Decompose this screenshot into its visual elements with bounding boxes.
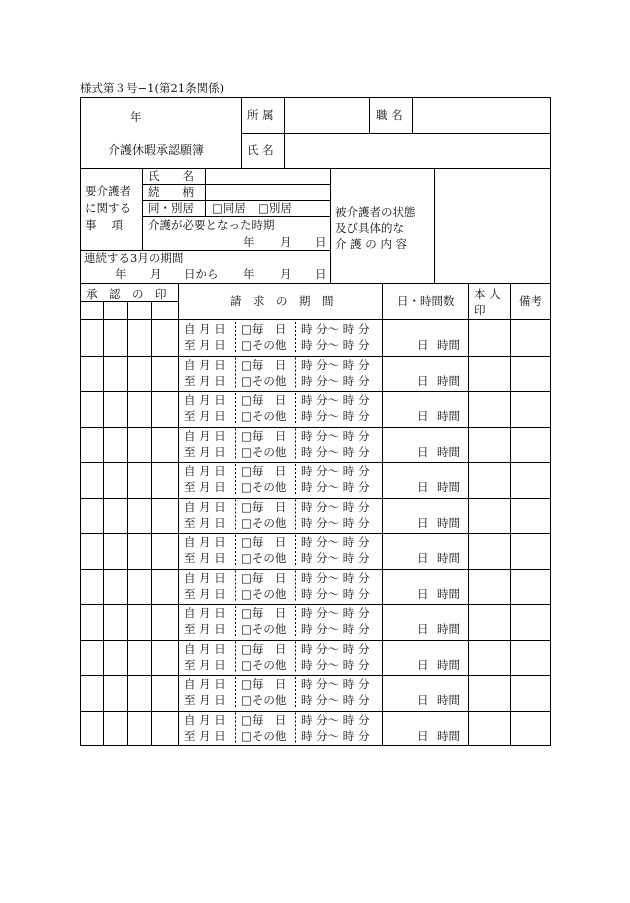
row-daily-checkbox[interactable]: □毎 日 (241, 357, 287, 372)
row-time-range-2: 時 分～ 時 分 (301, 622, 370, 636)
recipient-name-label: 氏 名 (148, 169, 194, 183)
remarks-cell[interactable] (511, 462, 551, 498)
row-from-label: 自 月 日 (184, 357, 226, 372)
row-to-label: 至 月 日 (184, 338, 226, 352)
approval-seal-cell-3[interactable] (128, 462, 151, 498)
table-row (80, 533, 551, 569)
row-other-checkbox[interactable]: □その他 (241, 480, 287, 494)
remarks-cell[interactable] (511, 391, 551, 427)
row-to-label: 至 月 日 (184, 373, 226, 388)
approval-seal-cell-3[interactable] (128, 640, 151, 676)
row-time-range-2: 時 分～ 時 分 (301, 480, 370, 494)
row-daily-checkbox[interactable]: □毎 日 (241, 606, 287, 620)
approval-seal-cell-4[interactable] (152, 356, 178, 392)
employee-name-field[interactable] (286, 135, 549, 167)
row-days-unit: 日 (417, 586, 429, 601)
approval-seal-cell-1[interactable] (80, 356, 103, 392)
row-time-range-2: 時 分～ 時 分 (301, 373, 370, 388)
row-days-unit: 日 (417, 728, 429, 743)
row-other-checkbox[interactable]: □その他 (241, 693, 287, 707)
remarks-cell[interactable] (511, 604, 551, 640)
self-seal-cell[interactable] (469, 711, 510, 747)
care-needed-year-unit: 年 (243, 235, 255, 249)
approval-seal-cell-2[interactable] (104, 427, 127, 463)
approval-seal-cell-4[interactable] (152, 462, 178, 498)
days-hours-header: 日・時間数 (397, 294, 455, 308)
approval-seal-cell-2[interactable] (104, 391, 127, 427)
row-daily-checkbox[interactable]: □毎 日 (241, 393, 287, 407)
row-hours-unit: 時間 (437, 480, 460, 494)
approval-seal-cell-1[interactable] (80, 498, 103, 534)
row-from-label: 自 月 日 (184, 570, 226, 585)
approval-seal-cell-4[interactable] (152, 498, 178, 534)
row-hours-unit: 時間 (437, 338, 460, 352)
residence-label: 同・別居 (148, 201, 194, 215)
row-other-checkbox[interactable]: □その他 (241, 586, 287, 601)
condition-label-3: 介 護 の 内 容 (335, 237, 408, 251)
row-hours-unit: 時間 (437, 657, 460, 672)
row-from-label: 自 月 日 (184, 393, 226, 407)
row-to-label: 至 月 日 (184, 657, 226, 672)
approval-seal-cell-2[interactable] (104, 569, 127, 605)
care-needed-label: 介護が必要となった時期 (148, 218, 275, 232)
remarks-cell[interactable] (511, 711, 551, 747)
approval-seal-cell-4[interactable] (152, 391, 178, 427)
approval-seal-cell-3[interactable] (128, 427, 151, 463)
row-time-range-1: 時 分～ 時 分 (301, 357, 370, 372)
row-time-range-2: 時 分～ 時 分 (301, 657, 370, 672)
row-to-label: 至 月 日 (184, 551, 226, 565)
row-to-label: 至 月 日 (184, 586, 226, 601)
row-to-label: 至 月 日 (184, 622, 226, 636)
remarks-cell[interactable] (511, 320, 551, 356)
approval-seal-cell-1[interactable] (80, 391, 103, 427)
period-end-year-unit: 年 (243, 267, 255, 281)
row-hours-unit: 時間 (437, 693, 460, 707)
row-time-range-1: 時 分～ 時 分 (301, 535, 370, 549)
row-other-checkbox[interactable]: □その他 (241, 515, 287, 530)
row-days-unit: 日 (417, 444, 429, 459)
table-row (80, 391, 551, 427)
row-from-label: 自 月 日 (184, 464, 226, 478)
row-time-range-1: 時 分～ 時 分 (301, 464, 370, 478)
self-seal-cell[interactable] (469, 498, 510, 534)
row-time-range-2: 時 分～ 時 分 (301, 586, 370, 601)
approval-seal-cell-1[interactable] (80, 320, 103, 356)
row-time-range-2: 時 分～ 時 分 (301, 728, 370, 743)
condition-details-field[interactable] (436, 169, 549, 282)
approval-seal-cell-1[interactable] (80, 427, 103, 463)
approval-seal-cell-3[interactable] (128, 711, 151, 747)
approval-seal-cell-3[interactable] (128, 498, 151, 534)
table-row (80, 498, 551, 534)
row-days-unit: 日 (417, 480, 429, 494)
residence-together-checkbox[interactable]: □同居 (212, 201, 246, 215)
row-hours-unit: 時間 (437, 586, 460, 601)
relation-label: 続 柄 (148, 185, 194, 199)
period-start-month-unit: 月 (150, 267, 162, 281)
row-other-checkbox[interactable]: □その他 (241, 728, 287, 743)
row-days-unit: 日 (417, 373, 429, 388)
table-row (80, 356, 551, 392)
row-other-checkbox[interactable]: □その他 (241, 551, 287, 565)
remarks-cell[interactable] (511, 427, 551, 463)
row-from-label: 自 月 日 (184, 641, 226, 656)
period-end-day-unit: 日 (315, 267, 327, 281)
approval-seal-cell-1[interactable] (80, 675, 103, 711)
row-daily-checkbox[interactable]: □毎 日 (241, 641, 287, 656)
row-time-range-2: 時 分～ 時 分 (301, 409, 370, 423)
approval-seal-cell-2[interactable] (104, 675, 127, 711)
self-seal-cell[interactable] (469, 427, 510, 463)
self-seal-cell[interactable] (469, 569, 510, 605)
row-days-unit: 日 (417, 657, 429, 672)
approval-seal-cell-3[interactable] (128, 320, 151, 356)
row-time-range-1: 時 分～ 時 分 (301, 428, 370, 443)
self-seal-header-2: 印 (474, 303, 486, 317)
table-row (80, 320, 551, 356)
position-field[interactable] (414, 99, 549, 132)
approval-seal-cell-4[interactable] (152, 427, 178, 463)
approval-seal-cell-2[interactable] (104, 320, 127, 356)
row-daily-checkbox[interactable]: □毎 日 (241, 499, 287, 514)
row-days-unit: 日 (417, 693, 429, 707)
self-seal-cell[interactable] (469, 391, 510, 427)
row-time-range-2: 時 分～ 時 分 (301, 551, 370, 565)
remarks-cell[interactable] (511, 675, 551, 711)
condition-label-2: 及び具体的な (335, 221, 404, 235)
approval-seal-cell-2[interactable] (104, 533, 127, 569)
row-days-unit: 日 (417, 409, 429, 423)
care-needed-day-unit: 日 (315, 235, 327, 249)
self-seal-cell[interactable] (469, 640, 510, 676)
period-end-month-unit: 月 (280, 267, 292, 281)
row-other-checkbox[interactable]: □その他 (241, 622, 287, 636)
approval-seal-cell-1[interactable] (80, 462, 103, 498)
approval-seal-cell-2[interactable] (104, 356, 127, 392)
table-row (80, 711, 551, 747)
approval-seal-cell-4[interactable] (152, 604, 178, 640)
row-from-label: 自 月 日 (184, 499, 226, 514)
row-days-unit: 日 (417, 551, 429, 565)
remarks-cell[interactable] (511, 569, 551, 605)
approval-seal-cell-1[interactable] (80, 640, 103, 676)
row-time-range-1: 時 分～ 時 分 (301, 677, 370, 691)
row-time-range-1: 時 分～ 時 分 (301, 393, 370, 407)
request-period-header: 請 求 の 期 間 (230, 294, 334, 308)
approval-seal-cell-2[interactable] (104, 498, 127, 534)
row-hours-unit: 時間 (437, 728, 460, 743)
approval-seal-cell-3[interactable] (128, 533, 151, 569)
row-from-label: 自 月 日 (184, 712, 226, 727)
table-row (80, 640, 551, 676)
approval-seal-cell-3[interactable] (128, 569, 151, 605)
self-seal-cell[interactable] (469, 604, 510, 640)
row-daily-checkbox[interactable]: □毎 日 (241, 428, 287, 443)
row-other-checkbox[interactable]: □その他 (241, 373, 287, 388)
row-other-checkbox[interactable]: □その他 (241, 657, 287, 672)
approval-seal-cell-3[interactable] (128, 604, 151, 640)
row-from-label: 自 月 日 (184, 677, 226, 691)
row-time-range-1: 時 分～ 時 分 (301, 712, 370, 727)
row-hours-unit: 時間 (437, 622, 460, 636)
row-hours-unit: 時間 (437, 409, 460, 423)
approval-seal-cell-1[interactable] (80, 711, 103, 747)
department-field[interactable] (286, 99, 368, 132)
remarks-cell[interactable] (511, 640, 551, 676)
department-label: 所 属 (247, 108, 274, 122)
condition-label-1: 被介護者の状態 (335, 205, 416, 219)
row-to-label: 至 月 日 (184, 444, 226, 459)
row-to-label: 至 月 日 (184, 515, 226, 530)
row-from-label: 自 月 日 (184, 428, 226, 443)
row-daily-checkbox[interactable]: □毎 日 (241, 535, 287, 549)
approval-seal-cell-4[interactable] (152, 640, 178, 676)
approval-seal-cell-4[interactable] (152, 675, 178, 711)
approval-seal-cell-4[interactable] (152, 711, 178, 747)
row-to-label: 至 月 日 (184, 480, 226, 494)
approval-seal-cell-2[interactable] (104, 462, 127, 498)
self-seal-cell[interactable] (469, 675, 510, 711)
care-recipient-section-label-1: 要介護者 (85, 184, 131, 198)
approval-seal-cell-1[interactable] (80, 533, 103, 569)
period-start-day-unit: 日から (184, 267, 219, 281)
row-hours-unit: 時間 (437, 373, 460, 388)
approval-seal-cell-2[interactable] (104, 711, 127, 747)
remarks-cell[interactable] (511, 356, 551, 392)
care-recipient-section-label-2: に関する (85, 201, 131, 215)
approval-seal-cell-4[interactable] (152, 533, 178, 569)
relation-field[interactable] (207, 185, 329, 200)
table-row (80, 604, 551, 640)
approval-seal-cell-3[interactable] (128, 391, 151, 427)
row-time-range-2: 時 分～ 時 分 (301, 338, 370, 352)
register-title: 介護休暇承認願簿 (108, 143, 205, 157)
row-to-label: 至 月 日 (184, 728, 226, 743)
row-time-range-1: 時 分～ 時 分 (301, 322, 370, 336)
row-from-label: 自 月 日 (184, 535, 226, 549)
row-other-checkbox[interactable]: □その他 (241, 409, 287, 423)
approval-seal-cell-4[interactable] (152, 320, 178, 356)
row-from-label: 自 月 日 (184, 606, 226, 620)
row-days-unit: 日 (417, 338, 429, 352)
self-seal-cell[interactable] (469, 320, 510, 356)
approval-seal-cell-3[interactable] (128, 675, 151, 711)
form-title: 様式第３号−1(第21条関係) (80, 81, 225, 95)
row-time-range-2: 時 分～ 時 分 (301, 515, 370, 530)
table-row (80, 462, 551, 498)
row-to-label: 至 月 日 (184, 409, 226, 423)
year-label: 年 (130, 110, 142, 124)
period-start-year-unit: 年 (115, 267, 127, 281)
continuous-period-label: 連続する3月の期間 (84, 251, 184, 265)
row-other-checkbox[interactable]: □その他 (241, 444, 287, 459)
row-other-checkbox[interactable]: □その他 (241, 338, 287, 352)
care-needed-month-unit: 月 (280, 235, 292, 249)
row-time-range-1: 時 分～ 時 分 (301, 606, 370, 620)
remarks-cell[interactable] (511, 533, 551, 569)
row-hours-unit: 時間 (437, 444, 460, 459)
recipient-name-field[interactable] (207, 169, 329, 184)
row-time-range-1: 時 分～ 時 分 (301, 570, 370, 585)
row-daily-checkbox[interactable]: □毎 日 (241, 712, 287, 727)
self-seal-cell[interactable] (469, 462, 510, 498)
care-recipient-section-label-3: 事 項 (85, 218, 124, 232)
approval-seal-cell-1[interactable] (80, 604, 103, 640)
approval-seal-cell-1[interactable] (80, 569, 103, 605)
remarks-header: 備考 (519, 294, 542, 308)
approval-seal-cell-3[interactable] (128, 356, 151, 392)
approval-seal-cell-2[interactable] (104, 640, 127, 676)
approval-seal-cell-4[interactable] (152, 569, 178, 605)
self-seal-header-1: 本 人 (474, 287, 501, 301)
table-row (80, 675, 551, 711)
row-days-unit: 日 (417, 622, 429, 636)
approval-seal-cell-2[interactable] (104, 604, 127, 640)
row-hours-unit: 時間 (437, 551, 460, 565)
row-hours-unit: 時間 (437, 515, 460, 530)
approval-seal-header: 承 認 の 印 (86, 287, 167, 301)
row-daily-checkbox[interactable]: □毎 日 (241, 570, 287, 585)
table-row (80, 427, 551, 463)
row-from-label: 自 月 日 (184, 322, 226, 336)
table-row (80, 569, 551, 605)
remarks-cell[interactable] (511, 498, 551, 534)
name-label: 氏 名 (247, 143, 274, 157)
position-label: 職 名 (376, 108, 403, 122)
row-time-range-2: 時 分～ 時 分 (301, 693, 370, 707)
self-seal-cell[interactable] (469, 533, 510, 569)
residence-separate-checkbox[interactable]: □別居 (258, 201, 292, 215)
self-seal-cell[interactable] (469, 356, 510, 392)
row-to-label: 至 月 日 (184, 693, 226, 707)
row-days-unit: 日 (417, 515, 429, 530)
row-time-range-1: 時 分～ 時 分 (301, 641, 370, 656)
row-daily-checkbox[interactable]: □毎 日 (241, 677, 287, 691)
row-time-range-2: 時 分～ 時 分 (301, 444, 370, 459)
row-daily-checkbox[interactable]: □毎 日 (241, 464, 287, 478)
row-time-range-1: 時 分～ 時 分 (301, 499, 370, 514)
row-daily-checkbox[interactable]: □毎 日 (241, 322, 287, 336)
